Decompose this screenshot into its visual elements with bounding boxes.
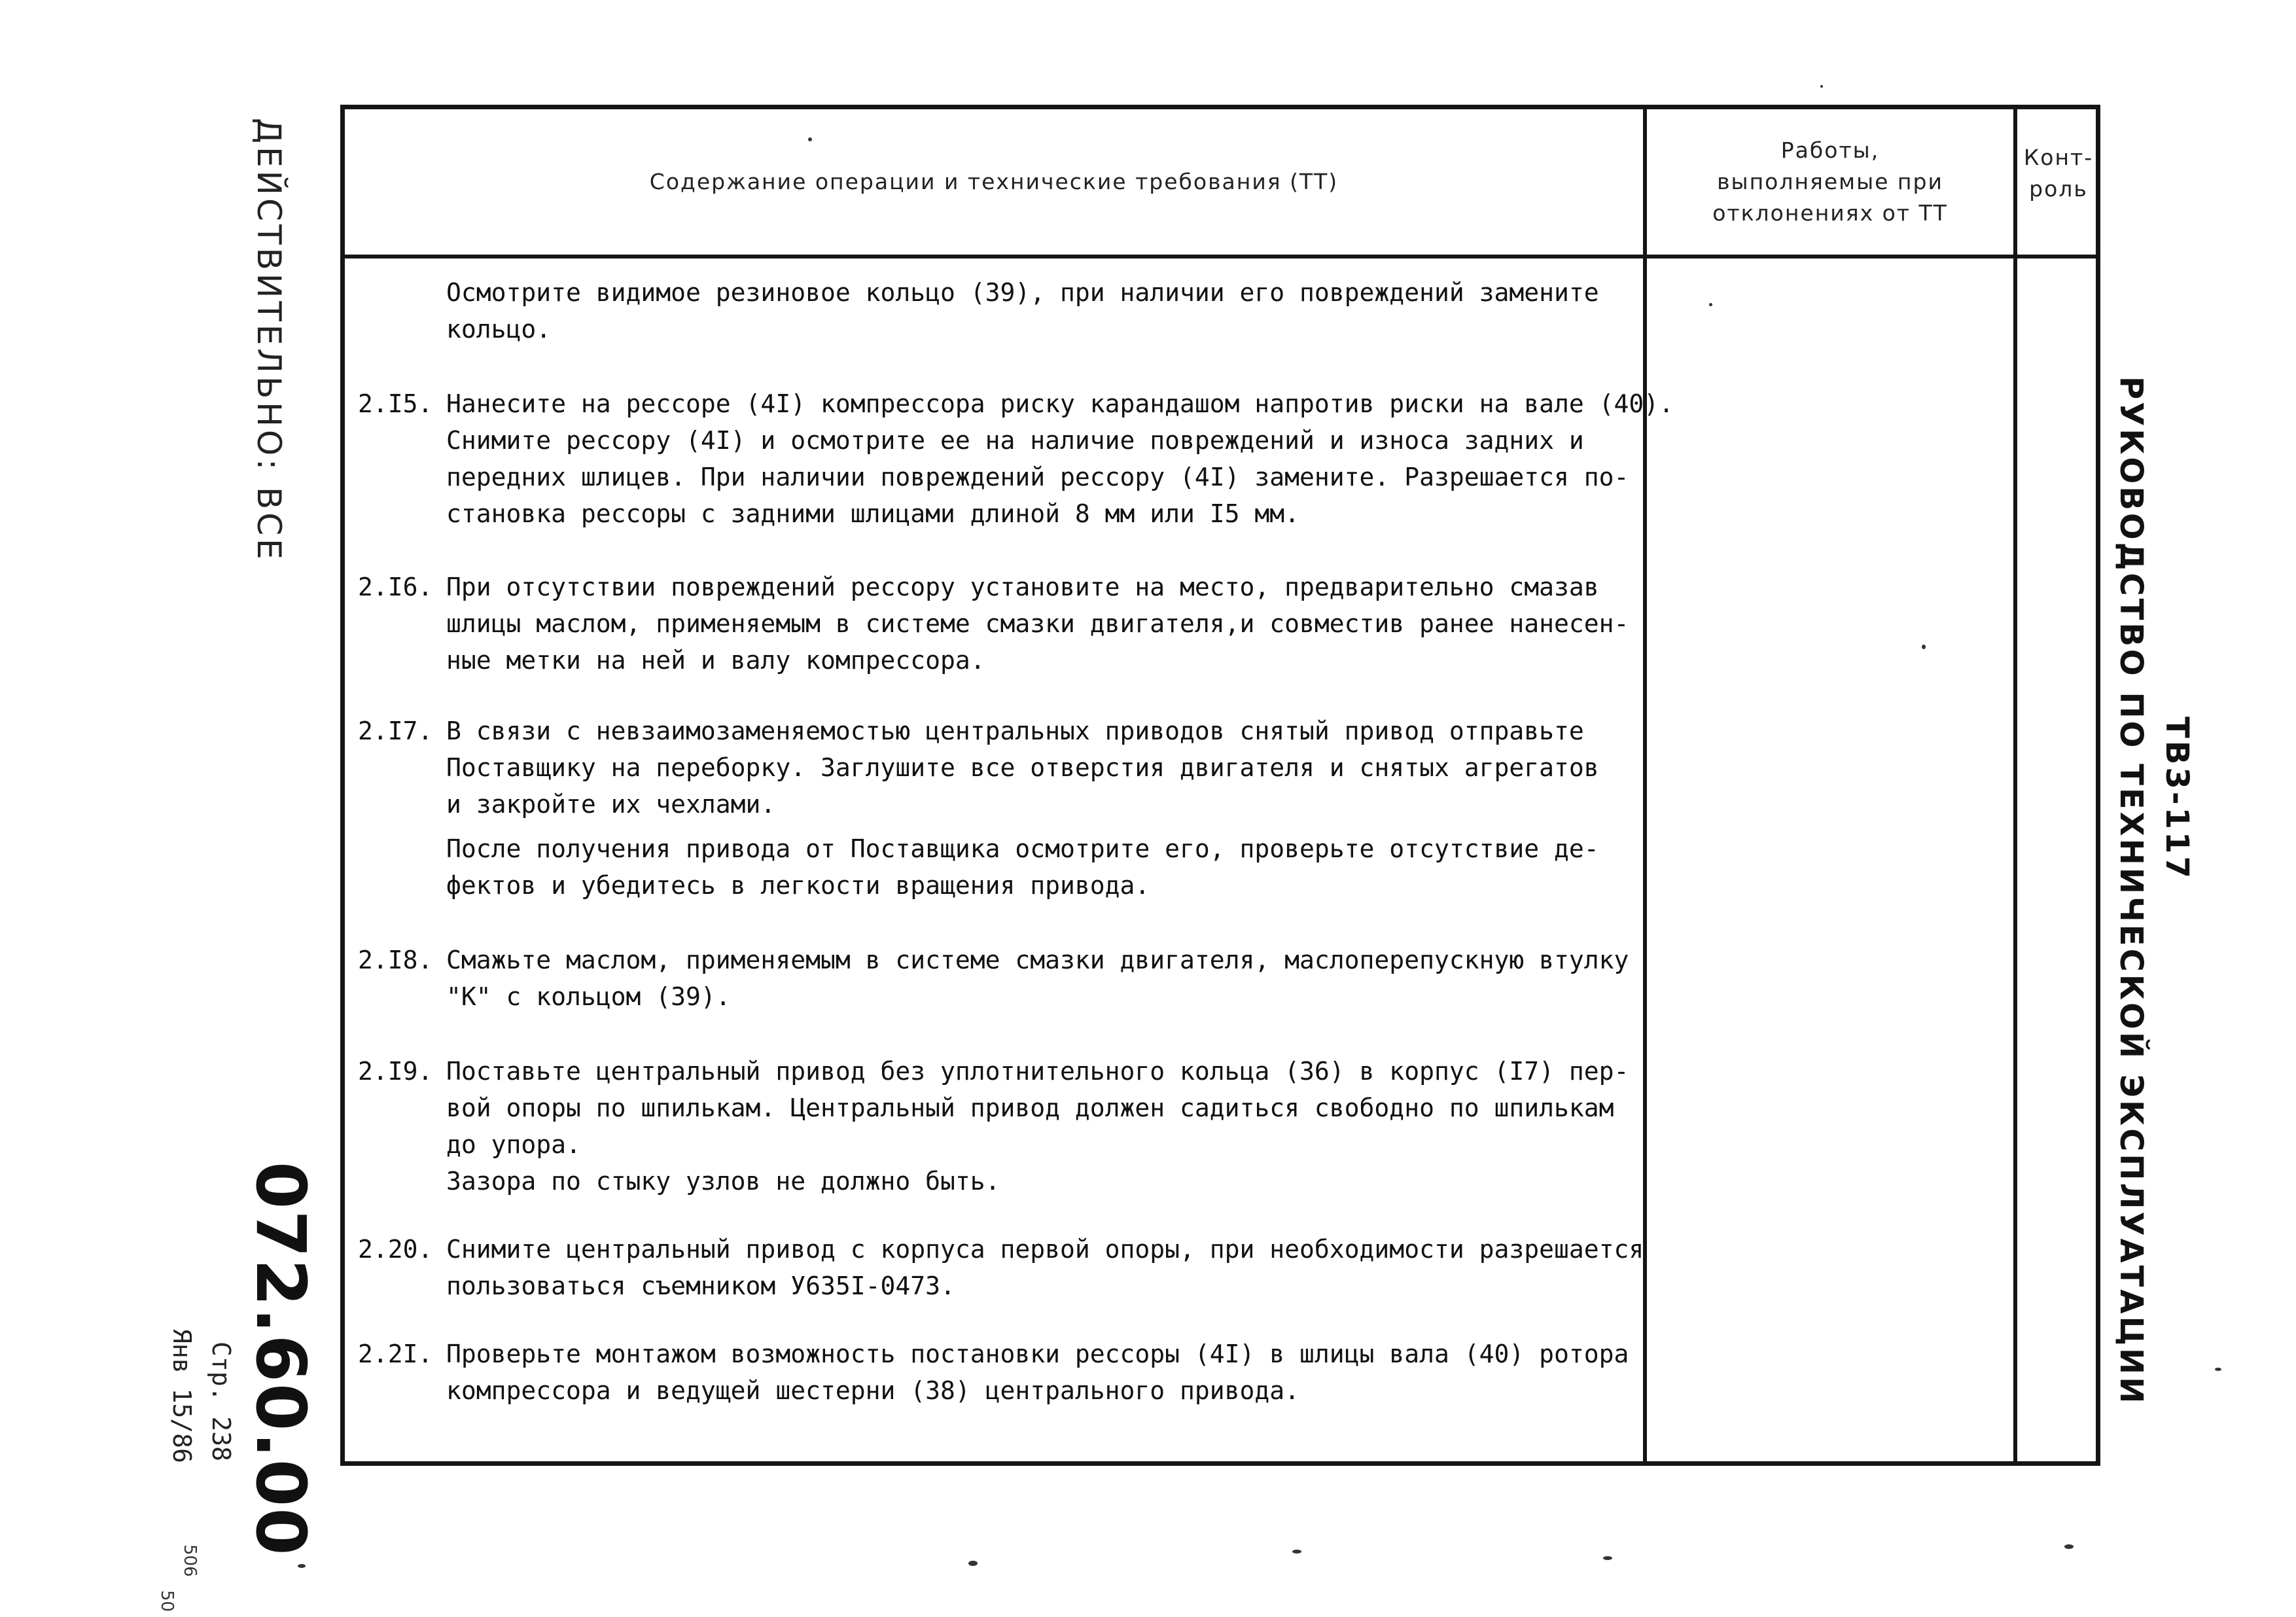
text-line: кольцо. bbox=[446, 315, 552, 344]
operations-table bbox=[340, 105, 2100, 1466]
scan-speck bbox=[1922, 645, 1926, 649]
item-text bbox=[446, 569, 1631, 679]
text-line: Снимите рессору (4I) и осмотрите ее на наличие повреждений и износа задних и bbox=[446, 426, 1584, 455]
text-line: Смажьте маслом, применяемым в системе смазки двигателя, маслоперепускную втулку bbox=[446, 946, 1629, 974]
text-line: до упора. bbox=[446, 1130, 581, 1159]
text-line: Проверьте монтажом возможность постановки рессоры (4I) в шлицы вала (40) ротора bbox=[446, 1340, 1629, 1368]
item-number: 2.2I. bbox=[358, 1340, 433, 1368]
text-line: пользоваться съемником У635I-0473. bbox=[446, 1271, 955, 1300]
item-text bbox=[446, 1053, 1631, 1199]
text-line: ные метки на ней и валу компрессора. bbox=[446, 646, 985, 675]
page-number: Стр. 238 bbox=[207, 1342, 236, 1462]
item-number: 2.20. bbox=[358, 1235, 433, 1264]
item-number: 2.I6. bbox=[358, 573, 433, 601]
scan-speck bbox=[808, 137, 812, 141]
text-line: компрессора и ведущей шестерни (38) центрального привода. bbox=[446, 1376, 1300, 1405]
text-line: При отсутствии повреждений рессору установите на место, предварительно смазав bbox=[446, 573, 1599, 601]
scan-speck bbox=[298, 1564, 306, 1568]
text-line: Поставщику на переборку. Заглушите все отверстия двигателя и снятых агрегатов bbox=[446, 753, 1599, 782]
text-line: и закройте их чехлами. bbox=[446, 790, 776, 819]
margin-number: 506 bbox=[180, 1544, 200, 1577]
manual-code: ТВ3-117 bbox=[2159, 717, 2195, 881]
text-line: После получения привода от Поставщика осмотрите его, проверьте отсутствие де- bbox=[446, 834, 1599, 863]
manual-title: РУКОВОДСТВО ПО ТЕХНИЧЕСКОЙ ЭКСПЛУАТАЦИИ bbox=[2113, 376, 2149, 1406]
text-line: "К" с кольцом (39). bbox=[446, 982, 731, 1011]
header-works-column: Работы, выполняемые при отклонениях от ТТ bbox=[1712, 137, 1948, 226]
header-content-column: Содержание операции и технические требования (ТТ) bbox=[649, 169, 1339, 194]
item-number: 2.I5. bbox=[358, 389, 433, 418]
scan-speck bbox=[2215, 1368, 2221, 1371]
text-line: Нанесите на рессоре (4I) компрессора риску карандашом напротив риски на вале (40). bbox=[446, 389, 1674, 418]
text-line: Снимите центральный привод с корпуса первой опоры, при необходимости разрешается bbox=[446, 1235, 1644, 1264]
table-body bbox=[345, 258, 1674, 1461]
margin-number-secondary: 50 bbox=[157, 1590, 177, 1612]
scan-speck bbox=[1820, 85, 1823, 88]
document-number: 072.60.00 bbox=[241, 1162, 321, 1557]
revision-date: Янв 15/86 bbox=[168, 1328, 196, 1463]
scan-speck bbox=[1603, 1556, 1612, 1560]
scan-speck bbox=[1292, 1550, 1301, 1554]
text-line: передних шлицев. При наличии повреждений рессору (4I) замените. Разрешается по- bbox=[446, 463, 1629, 491]
scan-speck bbox=[2064, 1544, 2074, 1549]
text-line: Зазора по стыку узлов не должно быть. bbox=[446, 1167, 1000, 1196]
text-line: фектов и убедитесь в легкости вращения привода. bbox=[446, 871, 1150, 900]
item-text bbox=[446, 830, 1631, 904]
text-line: Поставьте центральный привод без уплотнительного кольца (36) в корпус (I7) пер- bbox=[446, 1057, 1629, 1086]
item-text bbox=[446, 385, 1674, 532]
item-text bbox=[446, 713, 1631, 823]
item-text bbox=[446, 942, 1631, 1015]
text-line: шлицы маслом, применяемым в системе смазки двигателя,и совместив ранее нанесен- bbox=[446, 609, 1629, 638]
item-text bbox=[446, 1336, 1631, 1409]
item-text bbox=[446, 274, 1631, 347]
text-line: становка рессоры с задними шлицами длиной 8 мм или I5 мм. bbox=[446, 499, 1300, 528]
validity-note: ДЕЙСТВИТЕЛЬНО: ВСЕ bbox=[250, 118, 288, 563]
text-line: В связи с невзаимозаменяемостью центральных приводов снятый привод отправьте bbox=[446, 717, 1584, 745]
column-divider bbox=[2013, 109, 2017, 1461]
item-number: 2.I8. bbox=[358, 946, 433, 974]
item-number: 2.I9. bbox=[358, 1057, 433, 1086]
header-control-column: Конт- роль bbox=[2023, 145, 2094, 202]
text-line: Осмотрите видимое резиновое кольцо (39), при наличии его повреждений замените bbox=[446, 278, 1599, 307]
item-text bbox=[446, 1231, 1644, 1304]
scan-speck bbox=[1709, 303, 1712, 306]
item-number: 2.I7. bbox=[358, 717, 433, 745]
text-line: вой опоры по шпилькам. Центральный привод должен садиться свободно по шпилькам bbox=[446, 1093, 1614, 1122]
scan-speck bbox=[968, 1561, 978, 1566]
